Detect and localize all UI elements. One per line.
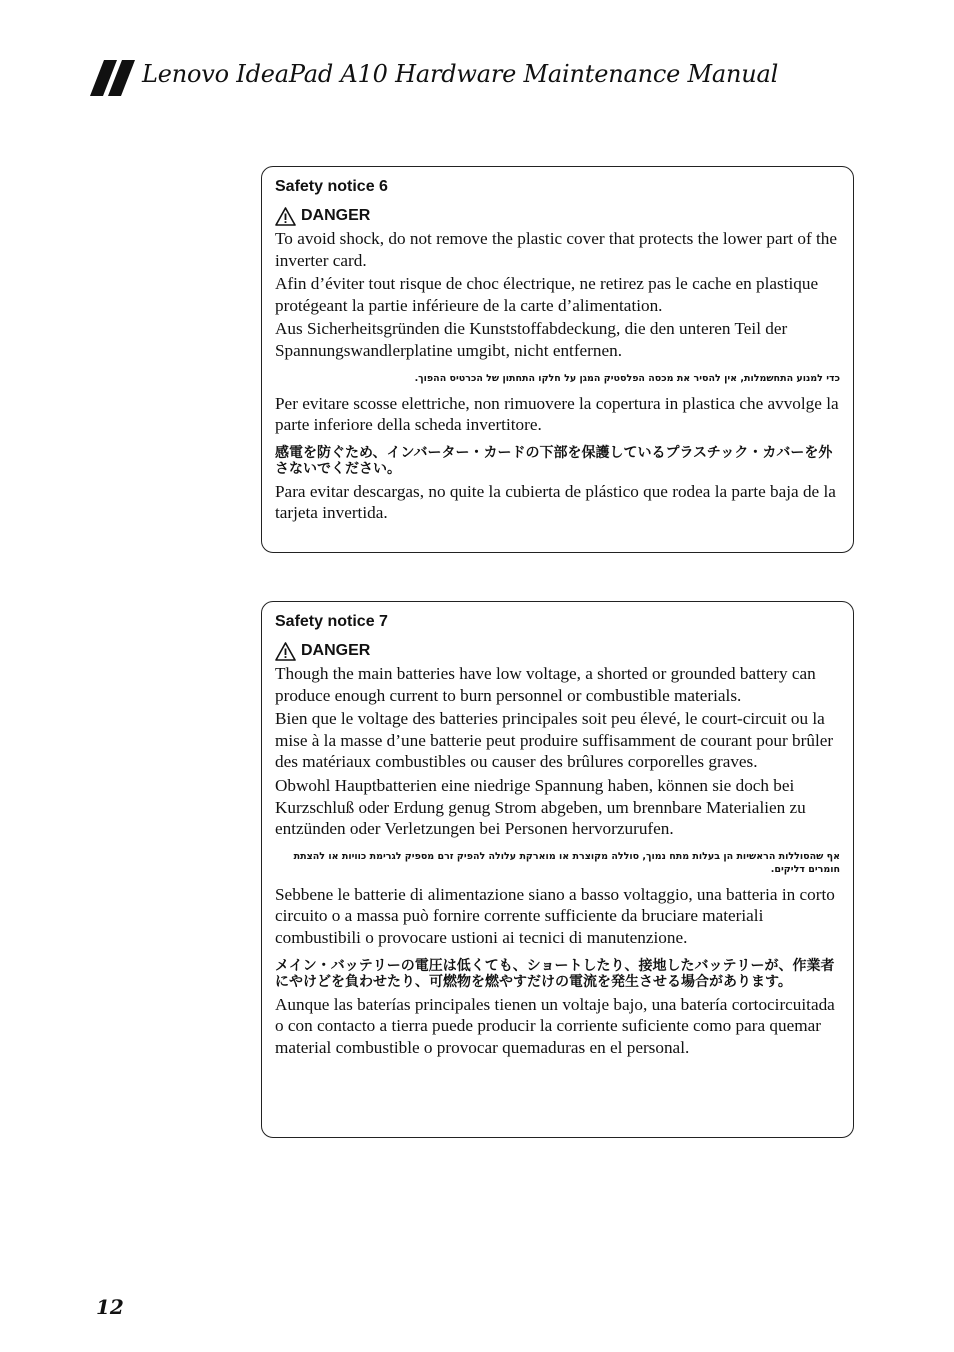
- safety-notice-6: [261, 166, 854, 553]
- notice-title: Safety notice 6: [275, 178, 388, 195]
- text-english: Though the main batteries have low voltage, a shorted or grounded battery can produce enough current to burn personnel or combustible materials.: [275, 664, 816, 705]
- text-hebrew: כדי למנוע התחשמלות, אין להסיר את מכסה הפלסטיק המגן על חלקו התחתון של הכרטיס ההפוך.: [414, 372, 840, 384]
- danger-label: DANGER: [301, 207, 371, 224]
- text-italian: Sebbene le batterie di alimentazione siano a basso voltaggio, una batteria in corto circuito o a massa può fornire corrente sufficiente da bruciare materiali combustibili o provocare ustioni ai tecnici di manutenzione.: [275, 884, 835, 947]
- text-japanese: 感電を防ぐため、インバーター・カードの下部を保護しているプラスチック・カバーを外さないでください。: [275, 444, 833, 477]
- text-german: Aus Sicherheitsgründen die Kunststoffabdeckung, die den unteren Teil der Spannungswandlerplatine umgibt, nicht entfernen.: [275, 319, 788, 360]
- text-french: Bien que le voltage des batteries principales soit peu élevé, le court-circuit ou la mise à la masse d’une batterie peut produire suffisamment de courant pour brûler des matériaux combustibles ou causer des brûlures corporelles graves.: [275, 709, 834, 772]
- text-german: Obwohl Hauptbatterien eine niedrige Spannung haben, können sie doch bei Kurzschluß oder Erdung genug Strom abgeben, um brennbare Materialien zu entzünden oder Verletzungen bei Personen hervorzurufen.: [275, 775, 806, 839]
- text-italian: Per evitare scosse elettriche, non rimuovere la copertura in plastica che avvolge la parte inferiore della scheda invertitore.: [275, 393, 839, 435]
- text-japanese: メイン・バッテリーの電圧は低くても、ショートしたり、接地したバッテリーが、作業者にやけどを負わせたり、可燃物を燃やすだけの電流を発生させる場合があります。: [275, 957, 835, 990]
- text-french: Afin d’éviter tout risque de choc électrique, ne retirez pas le cache en plastique protégeant la partie inférieure de la carte d’alimentation.: [275, 274, 819, 315]
- text-spanish: Para evitar descargas, no quite la cubierta de plástico que rodea la parte baja de la tarjeta invertida.: [275, 481, 836, 523]
- manual-title: Lenovo IdeaPad A10 Hardware Maintenance Manual: [142, 60, 779, 88]
- danger-heading: [275, 206, 840, 226]
- text-english: To avoid shock, do not remove the plastic cover that protects the lower part of the inverter card.: [275, 229, 837, 270]
- text-hebrew: אף שהסוללות הראשיות הן בעלות מתח נמוך, סוללה מקוצרת או מוארקת עלולה להפיק זרם מספיק לגרימת כוויות או להצתת חומרים דליקים.: [293, 850, 840, 875]
- notice-title: Safety notice 7: [275, 613, 388, 630]
- danger-label: DANGER: [301, 642, 371, 659]
- text-spanish: Aunque las baterías principales tienen un voltaje bajo, una batería cortocircuitada o con contacto a tierra puede producir la corriente suficiente como para quemar material combustible o provocar quemaduras en el personal.: [275, 994, 835, 1057]
- warning-triangle-icon: [275, 207, 296, 226]
- double-slash-logo-icon: [90, 60, 136, 96]
- safety-notice-7: [261, 601, 854, 1138]
- page-number: 12: [96, 1295, 124, 1319]
- danger-heading: [275, 641, 840, 661]
- warning-triangle-icon: [275, 642, 296, 661]
